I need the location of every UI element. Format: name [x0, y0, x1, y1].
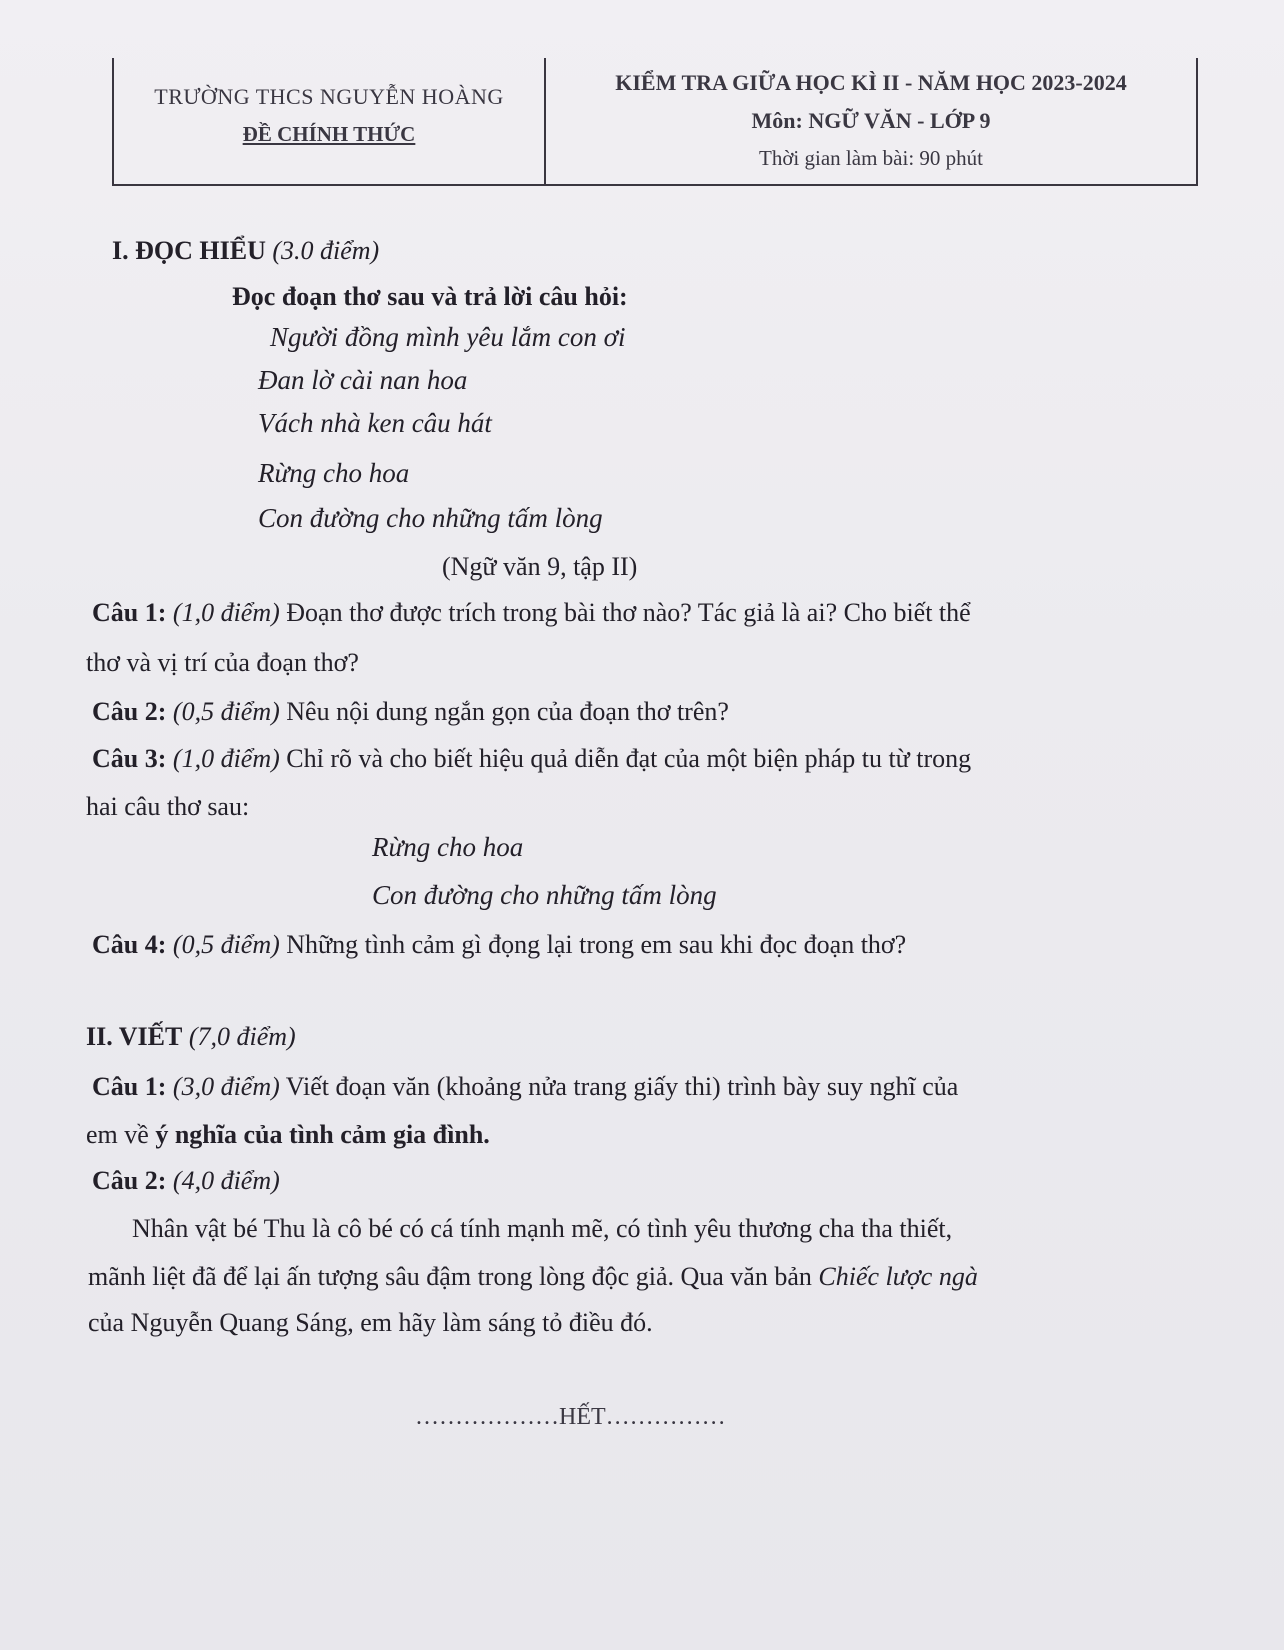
q2-text: Nêu nội dung ngắn gọn của đoạn thơ trên? [286, 697, 729, 726]
w1-text-cont [86, 1120, 490, 1150]
w2-work-title: Chiếc lược ngà [818, 1262, 978, 1291]
official-label: ĐỀ CHÍNH THỨC [242, 122, 416, 146]
exam-title: KIỂM TRA GIỮA HỌC KÌ II - NĂM HỌC 2023-2024 [615, 70, 1127, 95]
q2-label: Câu 2: [92, 697, 167, 726]
w1-emphasis: ý nghĩa của tình cảm gia đình. [155, 1120, 490, 1149]
time-limit: Thời gian làm bài: 90 phút [759, 146, 983, 170]
q4-text: Những tình cảm gì đọng lại trong em sau khi đọc đoạn thơ? [286, 930, 907, 959]
w1-text: Viết đoạn văn (khoảng nửa trang giấy thi) trình bày suy nghĩ của [285, 1072, 959, 1101]
end-marker: ………………HẾT…………… [415, 1404, 726, 1430]
q1-text: Đoạn thơ được trích trong bài thơ nào? Tác giả là ai? Cho biết thể [286, 598, 971, 627]
writing-question-1 [92, 1072, 958, 1102]
q1-text-cont: thơ và vị trí của đoạn thơ? [86, 648, 359, 677]
q3-poem-line: Con đường cho những tấm lòng [372, 880, 717, 910]
w1-points: (3,0 điểm) [172, 1072, 280, 1101]
poem-line: Người đồng mình yêu lắm con ơi [270, 322, 626, 352]
header-table [112, 58, 1198, 186]
poem-line: Vách nhà ken câu hát [258, 408, 492, 438]
w2-text-cont [88, 1262, 978, 1292]
subject: Môn: NGỮ VĂN - LỚP 9 [751, 108, 991, 133]
q3-poem-line: Rừng cho hoa [372, 832, 524, 862]
q4-points: (0,5 điểm) [172, 930, 280, 959]
writing-question-2 [92, 1166, 280, 1196]
poem-line: Đan lờ cài nan hoa [258, 365, 468, 395]
part1-heading-text: I. ĐỌC HIỂU [112, 236, 266, 265]
q1-label: Câu 1: [92, 598, 167, 627]
question-3 [92, 744, 971, 774]
q3-text-cont: hai câu thơ sau: [86, 792, 250, 821]
poem-line: Con đường cho những tấm lòng [258, 503, 603, 533]
header-left [114, 58, 544, 147]
w2-text-end: của Nguyễn Quang Sáng, em hãy làm sáng tỏ điều đó. [88, 1308, 653, 1337]
instruction: Đọc đoạn thơ sau và trả lời câu hỏi: [232, 282, 628, 311]
question-4 [92, 930, 906, 960]
w2-label: Câu 2: [92, 1166, 167, 1195]
question-2 [92, 697, 729, 727]
poem-line: Rừng cho hoa [258, 458, 410, 488]
q3-text: Chỉ rõ và cho biết hiệu quả diễn đạt của một biện pháp tu từ trong [286, 744, 972, 773]
w1-label: Câu 1: [92, 1072, 167, 1101]
part2-points: (7,0 điểm) [188, 1022, 296, 1051]
part1-heading [112, 236, 379, 266]
w2-text: Nhân vật bé Thu là cô bé có cá tính mạnh mẽ, có tình yêu thương cha tha thiết, [132, 1214, 953, 1243]
part2-heading-text: II. VIẾT [86, 1022, 183, 1051]
w1-prefix: em về [86, 1120, 149, 1149]
question-1 [92, 598, 971, 628]
q1-points: (1,0 điểm) [172, 598, 280, 627]
w2-prefix: mãnh liệt đã để lại ấn tượng sâu đậm trong lòng độc giả. Qua văn bản [88, 1262, 812, 1291]
w2-points: (4,0 điểm) [172, 1166, 280, 1195]
q4-label: Câu 4: [92, 930, 167, 959]
q3-points: (1,0 điểm) [172, 744, 280, 773]
part1-points: (3.0 điểm) [272, 236, 380, 265]
school-name: TRƯỜNG THCS NGUYỄN HOÀNG [154, 84, 504, 109]
q3-label: Câu 3: [92, 744, 167, 773]
q2-points: (0,5 điểm) [172, 697, 280, 726]
poem-source: (Ngữ văn 9, tập II) [442, 552, 638, 581]
part2-heading [86, 1022, 296, 1052]
header-right [546, 58, 1196, 171]
